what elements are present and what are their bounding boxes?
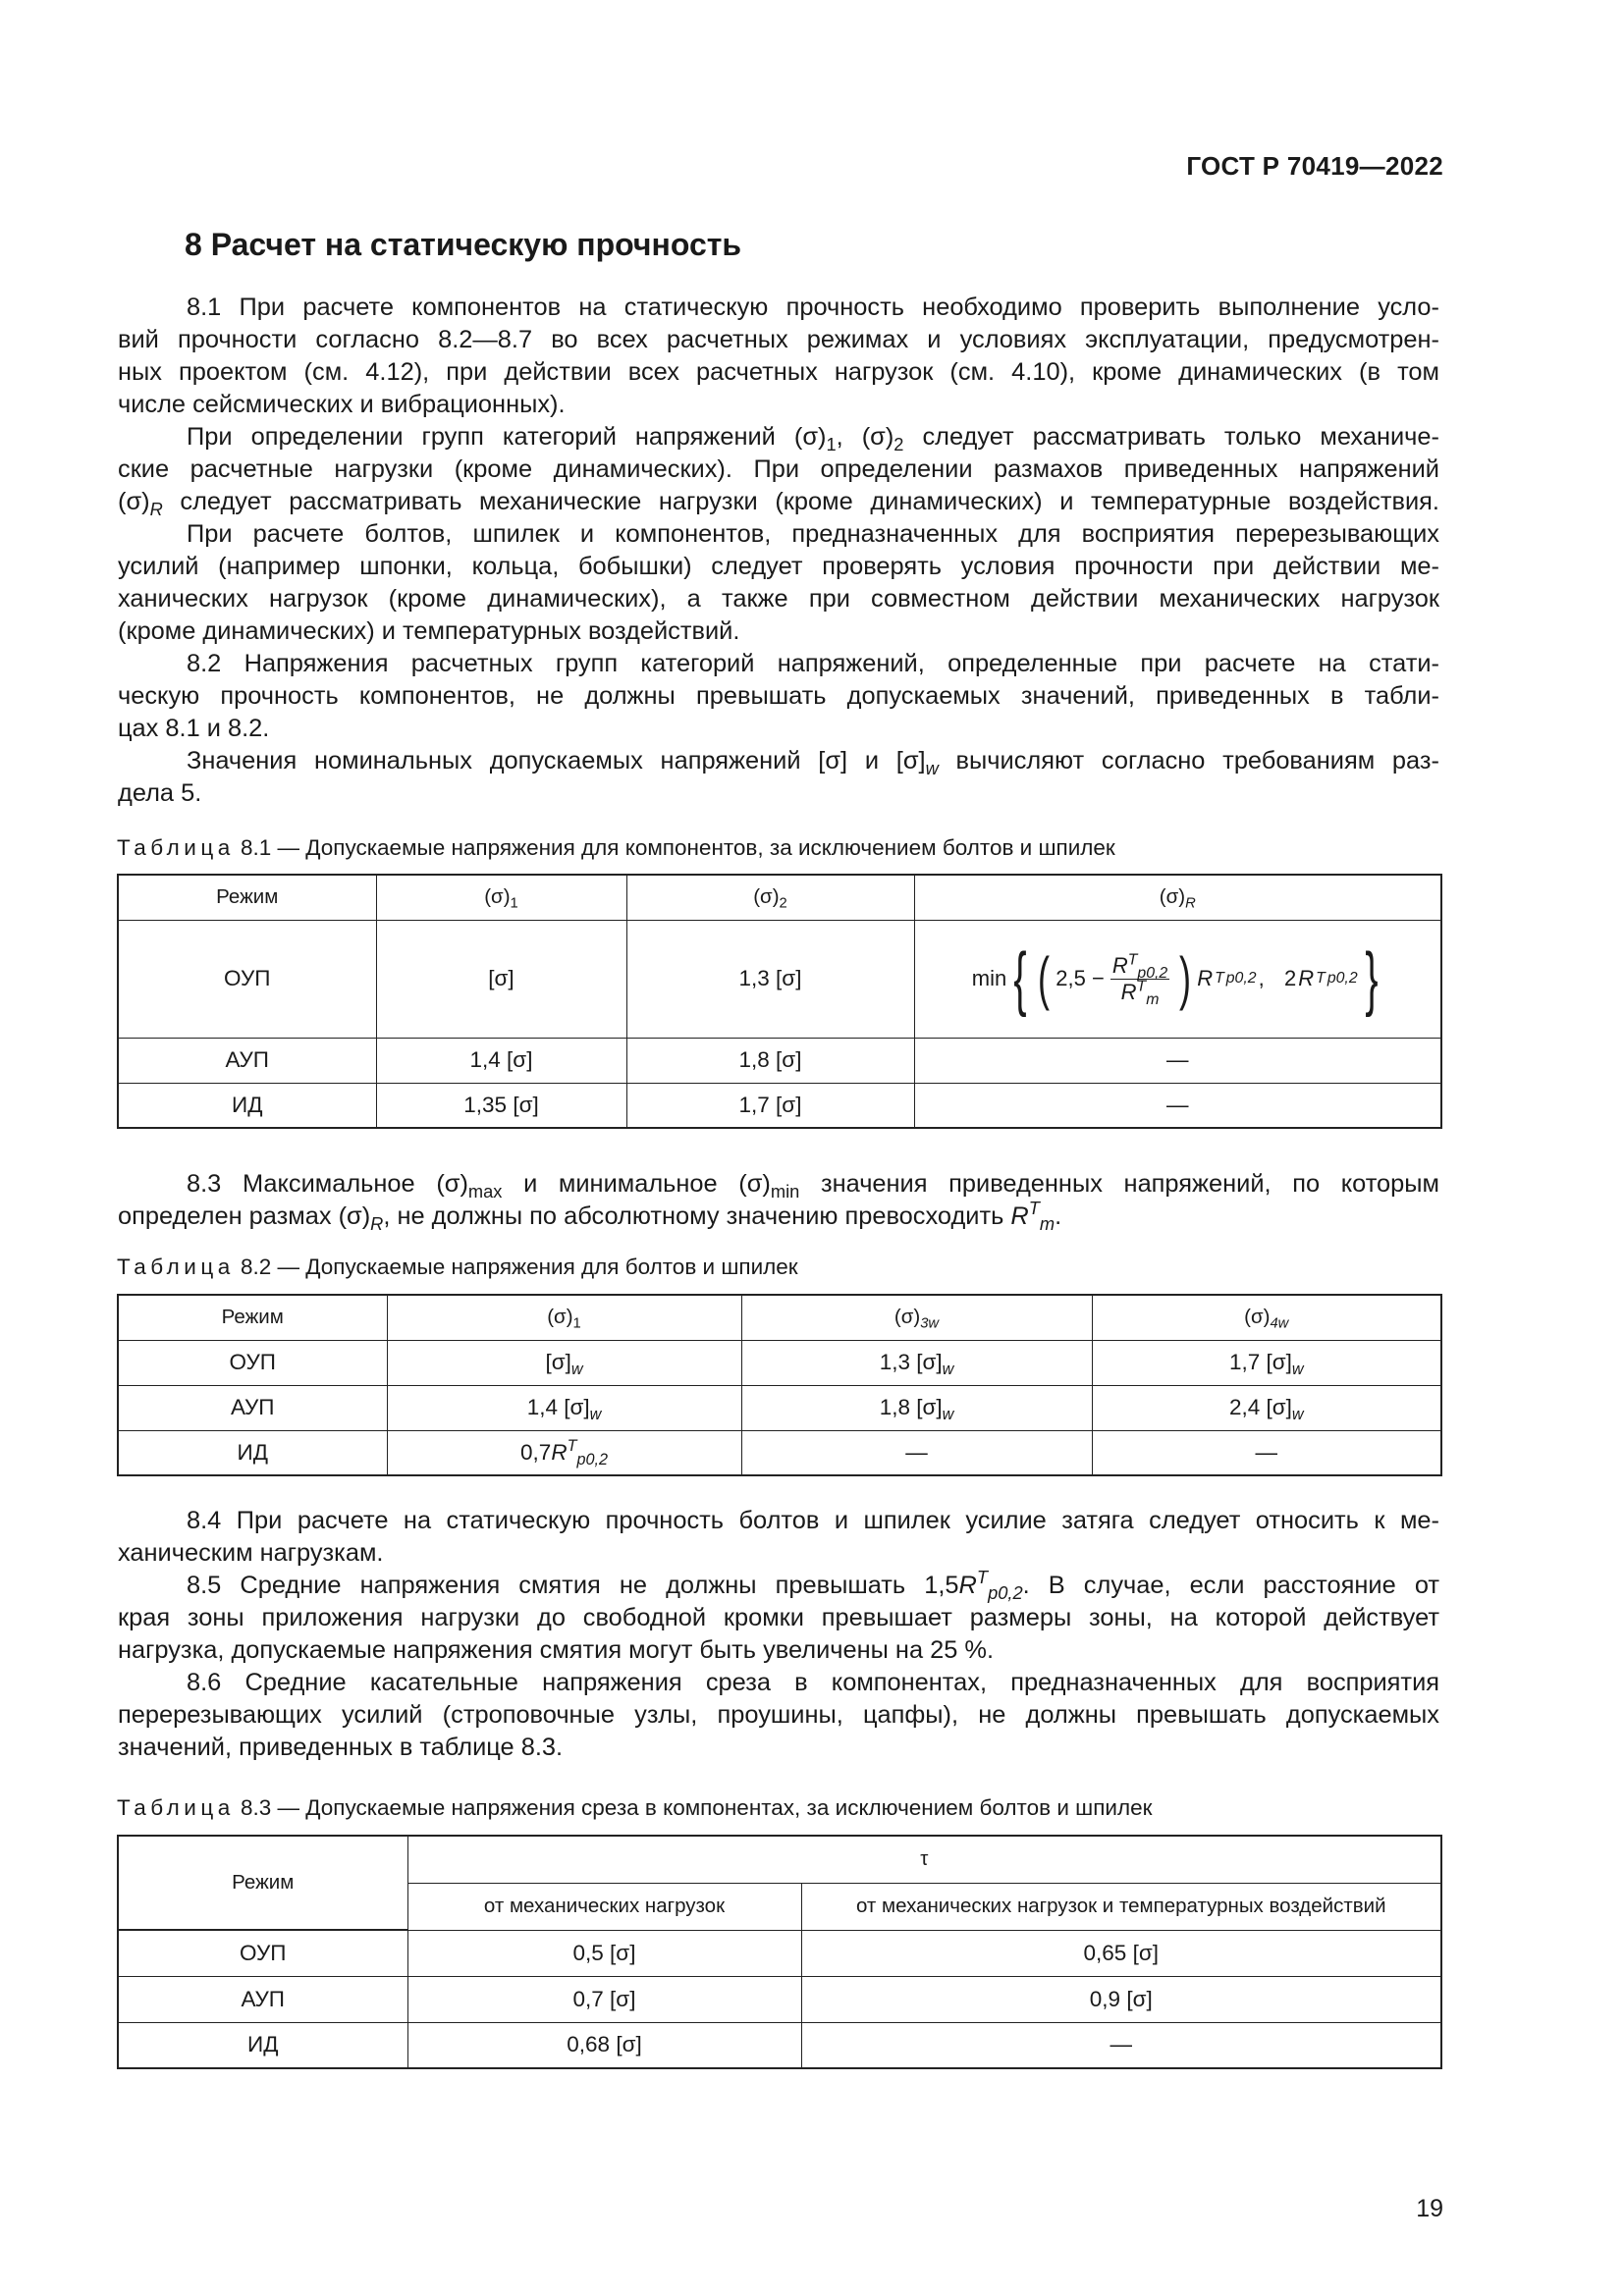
table-header: от механических нагрузок <box>407 1883 801 1930</box>
table-row: АУП 1,4 [σ] 1,8 [σ] — <box>118 1038 1441 1083</box>
table-row <box>118 920 1441 1038</box>
table-8-3-caption: Таблица 8.3 — Допускаемые напряжения среза в компонентах, за исключением болтов и шпилек <box>117 1795 1153 1820</box>
paragraph-8-1: 8.1 При расчете компонентов на статическую прочность необходимо проверить выполнение усло- вий прочности согласно 8.2—8.7 во всех расчетных режимах и условиях эксплуатации, предусмотрен- ных проектом (см. 4.12), при действии всех расчетных нагрузок (см. 4.10), кроме динамических (в том числе сейсмических и вибрационных). При определении групп категорий напряжений $(\sigma)_1$, $(\sigma)_2$ следует рассматривать только механиче- ские расчетные нагрузки (кроме динамических). При определении размахов приведенных напряжений $(\sigma)_R$ следует рассматривать механические нагрузки (кроме динамических) и температурные воздействия. При расчете болтов, шпилек и компонентов, предназначенных для восприятия перерезывающих усилий (например шпонки, кольца, бобышки) следует проверять условия прочности при действии ме- ханических нагрузок (кроме динамических), а также при совместном действии механических нагрузок (кроме динамических) и температурных воздействий. 8.2 Напряжения расчетных групп категорий напряжений, определенные при расчете на стати- ческую прочность компонентов, не должны превышать допускаемых значений, приведенных в табли- цах 8.1 и 8.2. Значения номинальных допускаемых напряжений [σ] и $[\sigma]_w$ вычисляют согласно требованиям раз- дела 5. <box>118 294 1439 807</box>
table-header: $(\sigma)_R$ <box>914 875 1441 920</box>
table-cell: [σ] <box>376 920 626 1038</box>
page-number: 19 <box>1416 2195 1443 2222</box>
table-8-1 <box>117 874 1442 1129</box>
table-header: Режим <box>118 1836 407 1930</box>
table-row: ИД 1,35 [σ] 1,7 [σ] — <box>118 1083 1441 1128</box>
table-row: АУП 0,7 [σ] 0,9 [σ] <box>118 1976 1441 2022</box>
table-8-2-caption: Таблица 8.2 — Допускаемые напряжения для болтов и шпилек <box>117 1255 798 1279</box>
table-header: τ <box>407 1836 1441 1883</box>
table-row: АУП 1,4 $[\sigma]_w$ 1,8 $[\sigma]_w$ 2,4 $[\sigma]_w$ <box>118 1385 1441 1430</box>
table-cell: ОУП <box>118 920 376 1038</box>
table-header: Режим <box>118 875 376 920</box>
table-header: $(\sigma)_{3w}$ <box>741 1295 1092 1340</box>
table-row: ОУП $[\sigma]_w$ 1,3 $[\sigma]_w$ 1,7 $[\sigma]_w$ <box>118 1340 1441 1385</box>
table-8-2 <box>117 1294 1442 1476</box>
document-id: ГОСТ Р 70419—2022 <box>1186 151 1443 181</box>
table-header: Режим <box>118 1295 387 1340</box>
table-header: $(\sigma)_1$ <box>387 1295 741 1340</box>
table-header: $(\sigma)_{4w}$ <box>1092 1295 1441 1340</box>
paragraph-8-3: 8.3 Максимальное $(\sigma)_{max}$ и минимальное $(\sigma)_{min}$ значения приведенных напряжений, по которым определен размах $(\sigma)_R$, не должны по абсолютному значению превосходить $R^T_m$. <box>118 1170 1439 1234</box>
table-row: ИД 0,68 [σ] — <box>118 2022 1441 2068</box>
table-header: $(\sigma)_1$ <box>376 875 626 920</box>
table-row: ОУП 0,5 [σ] 0,65 [σ] <box>118 1930 1441 1976</box>
table-header: от механических нагрузок и температурных воздействий <box>801 1883 1441 1930</box>
formula-cell <box>914 920 1441 1038</box>
table-cell: 1,3 [σ] <box>626 920 914 1038</box>
min-formula: min { ( 2,5 − $\frac{R^T_{p0,2}}{R^T_m}$ ) R T p0,2 , 2 R T p0,2 } <box>971 939 1379 1018</box>
table-header: $(\sigma)_2$ <box>626 875 914 920</box>
section-title: 8 Расчет на статическую прочность <box>185 227 742 262</box>
table-8-3 <box>117 1835 1442 2069</box>
table-row: ИД $0,7R^T_{p0,2}$ — — <box>118 1430 1441 1475</box>
paragraph-8-4-8-6: 8.4 При расчете на статическую прочность болтов и шпилек усилие затяга следует относить к ме- ханическим нагрузкам. 8.5 Средние напряжения смятия не должны превышать $1,5R^T_{p0,2}$. В случае, если расстояние от края зоны приложения нагрузки до свободной кромки превышает размеры зоны, на которой действует нагрузка, допускаемые напряжения смятия могут быть увеличены на 25 %. 8.6 Средние касательные напряжения среза в компонентах, предназначенных для восприятия перерезывающих усилий (строповочные узлы, проушины, цапфы), не должны превышать допускаемых значений, приведенных в таблице 8.3. <box>118 1507 1440 1761</box>
table-8-1-caption: Таблица 8.1 — Допускаемые напряжения для компонентов, за исключением болтов и шпилек <box>117 835 1115 860</box>
